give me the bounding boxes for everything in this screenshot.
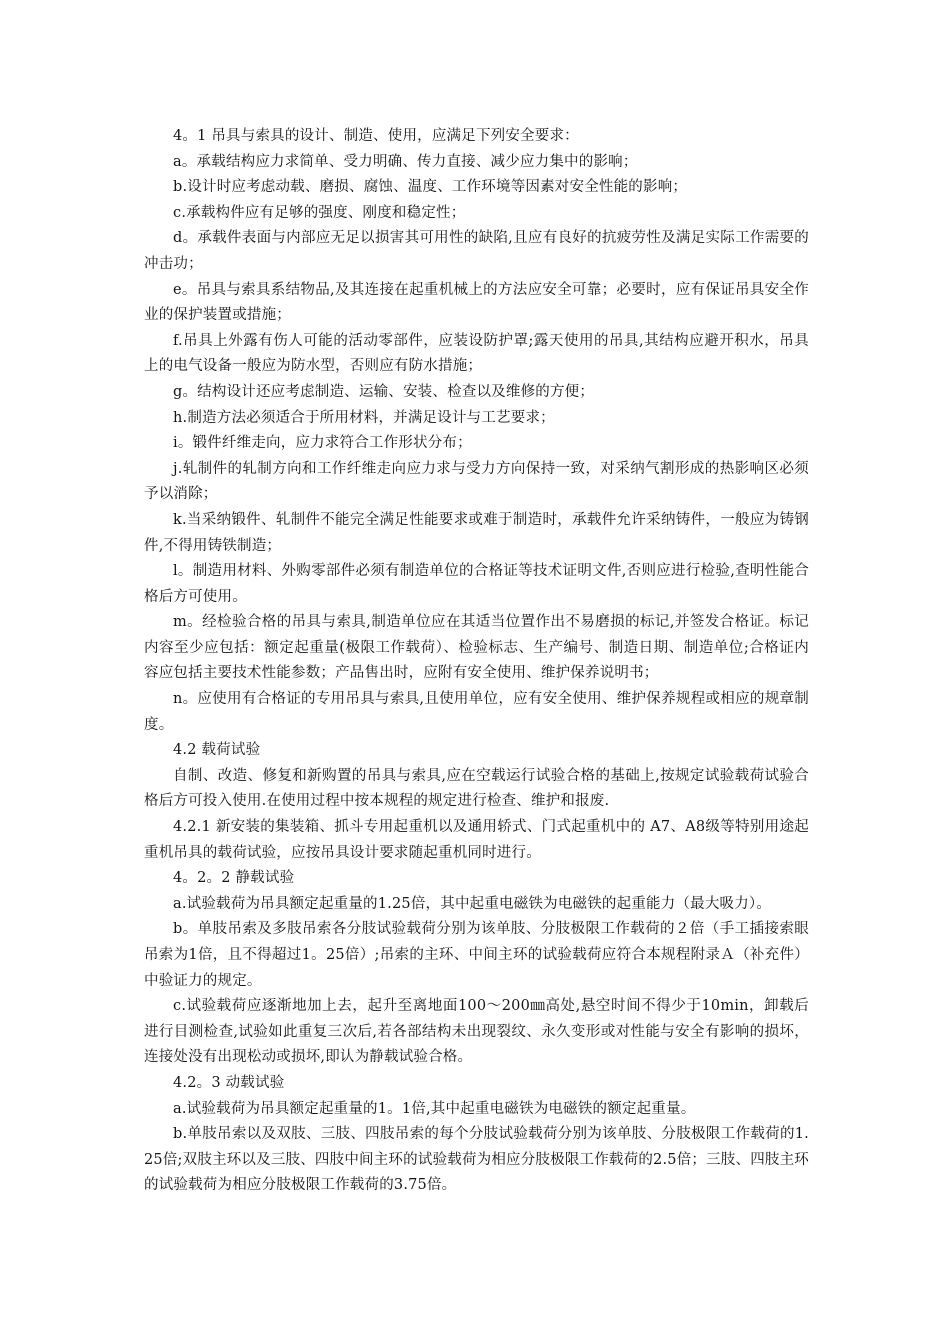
clause-item-h: h.制造方法必须适合于所用材料，并满足设计与工艺要求； [173,409,555,426]
clause-item-e: e。吊具与索具系结物品,及其连接在起重机械上的方法应安全可靠；必要时，应有保证吊具安全作业的保护装置或措施； [144,281,809,324]
clause-item-i: i。锻件纤维走向，应力求符合工作形状分布； [173,435,472,452]
static-test-item-a: a.试验载荷为吊具额定起重量的1.25倍，其中起重电磁铁为电磁铁的起重能力（最大吸力）。 [173,895,772,912]
dynamic-test-item-b: b.单肢吊索以及双肢、三肢、四肢吊索的每个分肢试验载荷分别为该单肢、分肢极限工作载荷的1.25倍;双肢主环以及三肢、四肢中间主环的试验载荷为相应分肢极限工作载荷的2.5倍；三肢、四肢主环的试验载荷为相应分肢极限工作载荷的3.75倍。 [144,1126,809,1194]
clause-item-j: j.轧制件的轧制方向和工作纤维走向应力求与受力方向保持一致，对采纳气割形成的热影响区必须予以消除； [144,460,809,503]
clause-item-b: b.设计时应考虑动载、磨损、腐蚀、温度、工作环境等因素对安全性能的影响； [173,179,688,196]
document-page [144,124,809,1199]
clause-item-l: l。制造用材料、外购零部件必须有制造单位的合格证等技术证明文件,否则应进行检验,查明性能合格后方可使用。 [144,563,809,605]
clause-item-n: n。应使用有合格证的专用吊具与索具,且使用单位，应有安全使用、维护保养规程或相应的规章制度。 [144,691,809,733]
clause-item-d: d。承载件表面与内部应无足以损害其可用性的缺陷,且应有良好的抗疲劳性及满足实际工作需要的冲击功； [144,230,809,272]
clause-item-c: c.承载构件应有足够的强度、刚度和稳定性； [173,204,466,221]
clause-4-2-1: 4.2.1 新安装的集装箱、抓斗专用起重机以及通用轿式、门式起重机中的 A7、A8级等特别用途起重机吊具的载荷试验，应按吊具设计要求随起重机同时进行。 [144,819,809,861]
section-4-2-intro: 自制、改造、修复和新购置的吊具与索具,应在空载运行试验合格的基础上,按规定试验载荷试验合格后方可投入使用.在使用过程中按本规程的规定进行检查、维护和报废. [144,767,809,810]
clause-item-m: m。经检验合格的吊具与索具,制造单位应在其适当位置作出不易磨损的标记,并签发合格证。标记内容至少应包括：额定起重量(极限工作载荷）、检验标志、生产编号、制造日期、制造单位;合格证内容应包括主要技术性能参数；产品售出时，应附有安全使用、维护保养说明书； [144,614,809,682]
clause-item-a: a。承载结构应力求简单、受力明确、传力直接、减少应力集中的影响； [173,153,638,170]
dynamic-test-item-a: a.试验载荷为吊具额定起重量的1。1倍,其中起重电磁铁为电磁铁的额定起重量。 [173,1100,696,1117]
clause-item-f: f.吊具上外露有伤人可能的活动零部件，应装设防护罩;露天使用的吊具,其结构应避开积水，吊具上的电气设备一般应为防水型，否则应有防水措施； [144,332,809,375]
clause-item-g: g。结构设计还应考虑制造、运输、安装、检查以及维修的方便； [173,383,595,400]
static-test-item-c: c.试验载荷应逐渐地加上去，起升至离地面100～200㎜高处,悬空时间不得少于10min，卸载后进行目测检查,试验如此重复三次后,若各部结构未出现裂纹、永久变形或对性能与安全有影响的损坏，连接处没有出现松动或损坏,即认为静载试验合格。 [144,998,809,1066]
clause-4-2-3-heading: 4.2。3 动载试验 [173,1074,285,1091]
clause-4-1-heading: 4。1 吊具与索具的设计、制造、使用，应满足下列安全要求： [173,128,579,144]
section-4-2-heading: 4.2 载荷试验 [173,742,261,759]
clause-item-k: k.当采纳锻件、轧制件不能完全满足性能要求或难于制造时，承载件允许采纳铸件，一般应为铸钢件,不得用铸铁制造； [144,511,809,554]
clause-4-2-2-heading: 4。2。2 静载试验 [173,870,295,887]
static-test-item-b: b。单肢吊索及多肢吊索各分肢试验载荷分别为该单肢、分肢极限工作载荷的２倍（手工插接索眼吊索为1倍，且不得超过1。25倍）;吊索的主环、中间主环的试验载荷应符合本规程附录Ａ（补充件）中验证力的规定。 [144,921,809,989]
